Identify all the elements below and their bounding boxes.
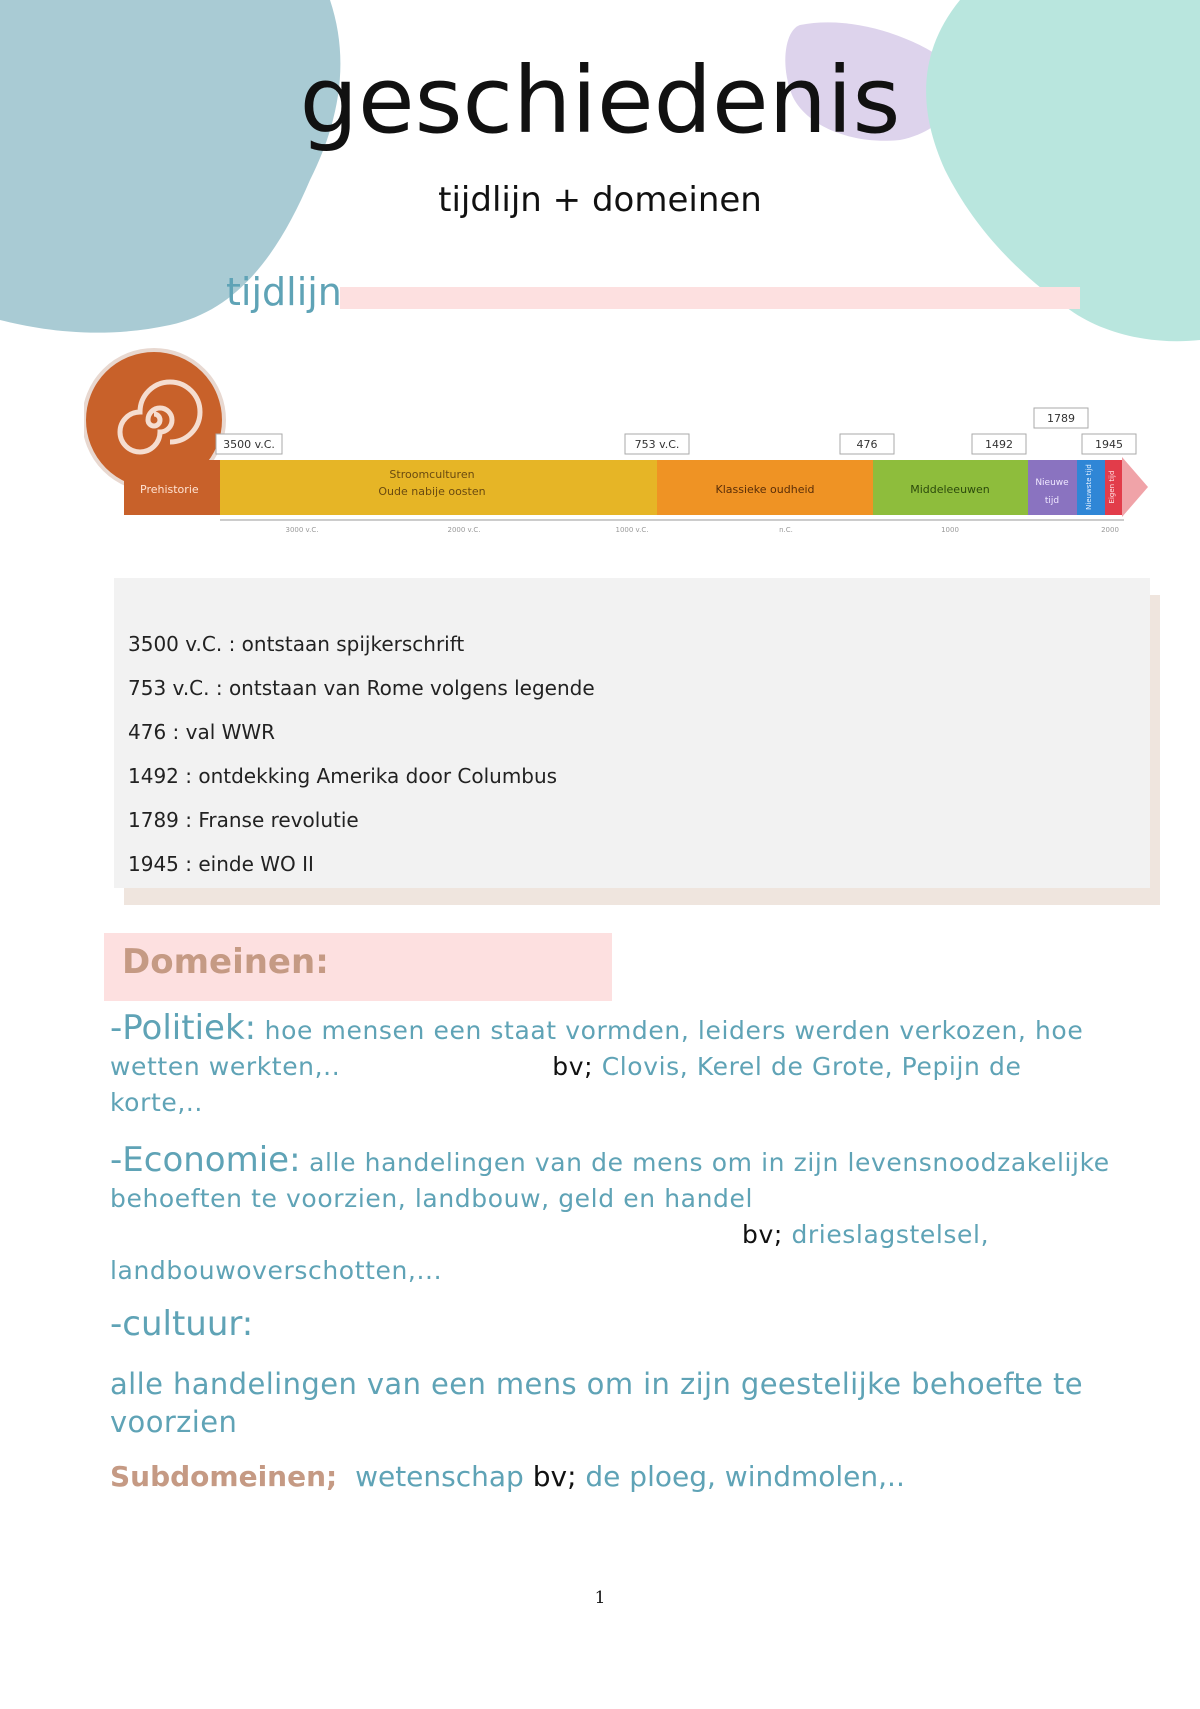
date-item: 1492 : ontdekking Amerika door Columbus bbox=[128, 764, 558, 788]
placeholder-glyph bbox=[128, 584, 1136, 622]
marker-753: 753 v.C. bbox=[634, 438, 680, 451]
subdomeinen-value: wetenschap bbox=[355, 1460, 524, 1493]
era-label-eigen: Eigen tijd bbox=[1108, 470, 1116, 504]
economie-label: -Economie: bbox=[110, 1140, 301, 1180]
date-item: 1789 : Franse revolutie bbox=[128, 808, 359, 832]
marker-3500: 3500 v.C. bbox=[223, 438, 275, 451]
economie-paragraph bbox=[110, 1142, 1110, 1289]
economie-example-2: landbouwoverschotten,... bbox=[110, 1256, 443, 1285]
subdomeinen-label: Subdomeinen; bbox=[110, 1460, 338, 1493]
economie-example-1: drieslagstelsel, bbox=[791, 1220, 990, 1249]
era-label-nieuwe: Nieuwe bbox=[1035, 478, 1069, 488]
politiek-paragraph bbox=[110, 1010, 1110, 1121]
axis-tick-3: 1000 v.C. bbox=[615, 526, 649, 534]
politiek-label: -Politiek: bbox=[110, 1008, 257, 1048]
date-item: 1945 : einde WO II bbox=[128, 852, 314, 876]
era-label-stroom-1: Stroomculturen bbox=[389, 468, 475, 481]
date-item: 476 : val WWR bbox=[128, 720, 276, 744]
era-label-stroom-2: Oude nabije oosten bbox=[378, 485, 486, 498]
date-item: 3500 v.C. : ontstaan spijkerschrift bbox=[128, 632, 465, 656]
marker-476: 476 bbox=[856, 438, 878, 451]
era-label-prehistorie: Prehistorie bbox=[140, 483, 199, 496]
politiek-example-2: Grote, Pepijn de korte,.. bbox=[110, 1052, 1022, 1117]
marker-1789: 1789 bbox=[1047, 412, 1075, 425]
axis-tick-5: 1000 bbox=[941, 526, 959, 534]
page-number: 1 bbox=[594, 1588, 606, 1608]
axis-tick-2: 2000 v.C. bbox=[447, 526, 481, 534]
dates-note bbox=[114, 578, 1150, 888]
date-item: 753 v.C. : ontstaan van Rome volgens legende bbox=[128, 676, 595, 700]
era-label-middeleeuwen: Middeleeuwen bbox=[910, 483, 990, 496]
cultuur-text: alle handelingen van een mens om in zijn geestelijke behoefte te voorzien bbox=[110, 1367, 1084, 1439]
subdomeinen-bv: bv; bbox=[532, 1460, 577, 1493]
axis-tick-4: n.C. bbox=[779, 526, 793, 534]
era-label-tijd: tijd bbox=[1044, 496, 1060, 506]
cultuur-label: -cultuur: bbox=[110, 1304, 254, 1344]
politiek-text: hoe mensen een staat vormden, leiders werden verkozen, hoe wetten werkten,.. bbox=[110, 1016, 1084, 1081]
era-label-nieuwste: Nieuwste tijd bbox=[1085, 464, 1093, 510]
arrow-tip bbox=[1122, 457, 1148, 517]
economie-text-1: alle handelingen van de mens om in zijn levensnoodzakelijke behoeften te voorzien, landbouw, geld en bbox=[110, 1148, 1110, 1213]
heading-highlight bbox=[340, 287, 1080, 309]
axis-tick-6: 2000 bbox=[1101, 526, 1119, 534]
page-subtitle: tijdlijn + domeinen bbox=[438, 180, 762, 220]
economie-bv: bv; bbox=[742, 1220, 783, 1249]
marker-1492: 1492 bbox=[985, 438, 1013, 451]
timeline-graphic bbox=[84, 345, 1154, 535]
timeline-heading: tijdlijn bbox=[226, 270, 342, 314]
axis-tick-1: 3000 v.C. bbox=[285, 526, 319, 534]
economie-text-2: handel bbox=[664, 1184, 754, 1213]
subdomeinen-example: de ploeg, windmolen,.. bbox=[585, 1460, 905, 1493]
page-title: geschiedenis bbox=[299, 47, 901, 154]
era-label-klassieke: Klassieke oudheid bbox=[715, 483, 815, 496]
politiek-bv: bv; bbox=[552, 1052, 594, 1081]
politiek-example-1: Clovis, Kerel de bbox=[601, 1052, 804, 1081]
subdomeinen-line bbox=[110, 1460, 905, 1493]
domeinen-heading: Domeinen: bbox=[122, 942, 329, 982]
cultuur-label-line bbox=[110, 1306, 1110, 1345]
marker-1945: 1945 bbox=[1095, 438, 1123, 451]
